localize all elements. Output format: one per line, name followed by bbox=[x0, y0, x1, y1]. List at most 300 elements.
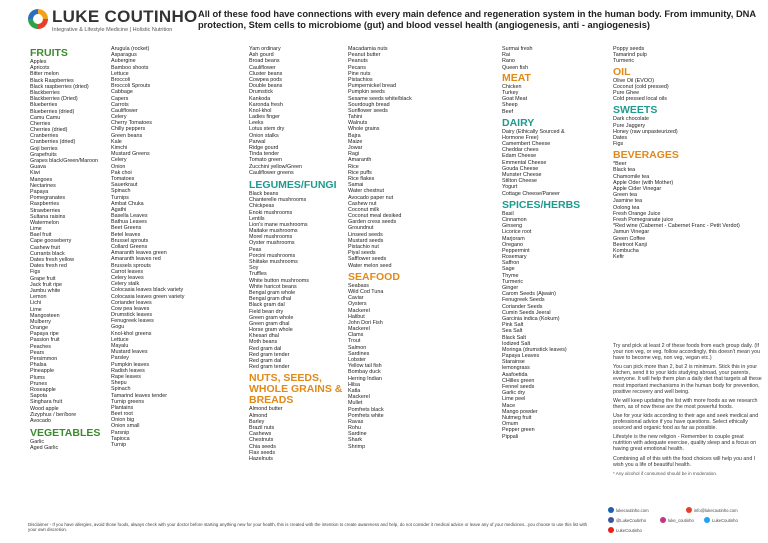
list-item: Cold pressed local oils bbox=[613, 96, 667, 103]
list-item: Horse gram whole bbox=[249, 327, 293, 334]
globe-icon bbox=[608, 507, 614, 513]
header bbox=[0, 0, 768, 44]
list-item: Flax seeds bbox=[249, 449, 276, 456]
list-item: Ladies finger bbox=[249, 114, 280, 121]
list-item: Ragi bbox=[348, 151, 360, 158]
list-item: Sea Salt bbox=[502, 328, 523, 335]
list-item: Katla bbox=[348, 387, 361, 394]
beverages-list bbox=[613, 161, 740, 260]
list-item: Pippali bbox=[502, 433, 519, 440]
list-item: Lion's mane mushrooms bbox=[249, 221, 308, 228]
list-item: Cabbage bbox=[111, 89, 133, 96]
column-2 bbox=[111, 46, 184, 448]
list-item: Bengal gram whole bbox=[249, 289, 296, 296]
list-item: Linseed seeds bbox=[348, 231, 383, 238]
list-item: Pure Jaggery bbox=[613, 122, 646, 129]
oil-list bbox=[613, 78, 740, 103]
list-item: Ravas bbox=[348, 418, 364, 425]
list-item: Whole grains bbox=[348, 126, 380, 133]
section-title-beverages: BEVERAGES bbox=[613, 149, 679, 162]
list-item: Cranberries bbox=[30, 133, 59, 140]
list-item: Phalsa bbox=[30, 362, 47, 369]
list-item: Peppermint bbox=[502, 247, 530, 254]
list-item: Yogurt bbox=[502, 184, 518, 191]
list-item: Bajra bbox=[348, 132, 361, 139]
list-item: Olive Oil (EVOO) bbox=[613, 77, 655, 84]
list-item: Pure Ghee bbox=[613, 89, 640, 96]
list-item: Carrot leaves bbox=[111, 268, 144, 275]
list-item: Dairy (Ethically Sourced & bbox=[502, 128, 565, 135]
list-item: Caviar bbox=[348, 295, 364, 302]
list-item: Hormone Free) bbox=[502, 134, 539, 141]
list-item: Raspberries bbox=[30, 201, 60, 208]
list-item: Tapioca bbox=[111, 435, 130, 442]
list-item: White haricot beans bbox=[249, 283, 297, 290]
spices-list bbox=[502, 211, 580, 440]
list-item: Black gram dal bbox=[249, 302, 285, 309]
list-item: Strawberries bbox=[30, 207, 61, 214]
list-item: Black raspberries (dried) bbox=[30, 83, 89, 90]
website-link[interactable]: lukecoutinho.com bbox=[608, 507, 649, 513]
list-item: Surmai fresh bbox=[502, 46, 533, 52]
list-item: Porcini mushrooms bbox=[249, 252, 296, 259]
list-item: Mustard seeds bbox=[348, 237, 384, 244]
seafood-list bbox=[348, 283, 412, 450]
list-item: Kiwi bbox=[30, 170, 40, 177]
list-item: Honey (raw unpasteurized) bbox=[613, 128, 678, 135]
nuts-list-continued bbox=[348, 46, 412, 269]
list-item: Sage bbox=[502, 266, 515, 273]
column-4 bbox=[348, 46, 412, 450]
list-item: Jamun Vinegar bbox=[613, 229, 650, 236]
list-item: Guava bbox=[30, 164, 46, 171]
list-item: Oysters bbox=[348, 301, 367, 308]
list-item: Amaranth leaves green bbox=[111, 250, 167, 257]
list-item: Chanterelle mushrooms bbox=[249, 197, 307, 204]
list-item: Dates fresh red bbox=[30, 263, 67, 270]
list-item: Blackberries (Dried) bbox=[30, 96, 78, 103]
list-item: Tamarind leaves tender bbox=[111, 392, 168, 399]
list-item: Mustard leaves bbox=[111, 349, 148, 356]
list-item: Omum bbox=[502, 421, 519, 428]
spices-list-continued bbox=[613, 46, 740, 65]
list-item: Macadamia nuts bbox=[348, 46, 388, 52]
list-item: Turmeric bbox=[502, 278, 524, 285]
fruits-list bbox=[30, 59, 100, 424]
section-title-oil: OIL bbox=[613, 65, 631, 78]
list-item: Sesame seeds white/black bbox=[348, 95, 412, 102]
list-item: Mullet bbox=[348, 400, 363, 407]
list-item: Lentils bbox=[249, 215, 265, 222]
list-item: Celery leaves bbox=[111, 274, 144, 281]
list-item: Rice bbox=[348, 163, 359, 170]
sweets-list bbox=[613, 116, 740, 147]
list-item: Seabass bbox=[348, 282, 369, 289]
list-item: Gogu bbox=[111, 324, 125, 331]
list-item: Stilton Cheese bbox=[502, 178, 538, 185]
list-item: Turnip bbox=[111, 442, 127, 448]
list-item: Parsnip bbox=[111, 429, 130, 436]
list-item: Red gram dal bbox=[249, 358, 282, 364]
list-item: Orange bbox=[30, 325, 48, 332]
list-item: Brussels sprouts bbox=[111, 262, 151, 269]
list-item: Cape gooseberry bbox=[30, 238, 72, 245]
list-item: Emmental Cheese bbox=[502, 159, 547, 166]
list-item: Cumin Seeds Jeeral bbox=[502, 309, 551, 316]
list-item: Green beans bbox=[111, 132, 143, 139]
list-item: Parwal bbox=[249, 138, 266, 145]
list-item: Prunes bbox=[30, 380, 48, 387]
list-item: Amaranth leaves red bbox=[111, 256, 161, 263]
list-item: Avocado bbox=[30, 417, 51, 424]
list-item: Zizyphus / ber/bore bbox=[30, 411, 77, 418]
list-item: Knol-khol bbox=[249, 107, 272, 114]
list-item: Spinach bbox=[111, 386, 131, 393]
section-title-seafood: SEAFOOD bbox=[348, 270, 400, 283]
list-item: Fresh Pomegranate juice bbox=[613, 216, 674, 223]
list-item: Peas bbox=[249, 246, 262, 253]
list-item: Mustard Greens bbox=[111, 151, 150, 158]
list-item: Pink Salt bbox=[502, 322, 524, 329]
list-item: Amaranth bbox=[348, 157, 372, 164]
list-item: Lotus stem dry bbox=[249, 126, 285, 133]
list-item: Mace bbox=[502, 402, 516, 409]
list-item: Roseapple bbox=[30, 386, 56, 393]
list-item: Gouda Cheese bbox=[502, 165, 539, 172]
list-item: Queen fish bbox=[502, 64, 529, 71]
list-item: Black Salt bbox=[502, 334, 526, 341]
list-item: Pine nuts bbox=[348, 70, 371, 77]
list-item: Mayalu bbox=[111, 343, 129, 349]
list-item: Carrots bbox=[111, 101, 129, 108]
list-item: Cranberries (dried) bbox=[30, 139, 76, 146]
list-item: CHilles green bbox=[502, 377, 535, 384]
list-item: Goat Meat bbox=[502, 96, 528, 103]
list-item: Fresh Orange Juice bbox=[613, 210, 661, 217]
list-item: Red gram tender bbox=[249, 364, 290, 371]
list-item: Jasmine tea bbox=[613, 198, 643, 205]
youtube-link[interactable]: LukeCoutinho bbox=[608, 527, 642, 533]
list-item: Mango powder bbox=[502, 408, 538, 415]
list-item: Pumpernickel bread bbox=[348, 83, 396, 90]
list-item: Garcinia indica (Kokum) bbox=[502, 315, 560, 322]
list-item: Poppy seeds bbox=[613, 46, 645, 52]
list-item: Dates bbox=[613, 134, 628, 141]
list-item: Water melon seed bbox=[348, 262, 392, 269]
list-item: Rape leaves bbox=[111, 373, 141, 380]
list-item: Grape fruit bbox=[30, 275, 56, 282]
list-item: Collard Greens bbox=[111, 244, 148, 250]
list-item: Colocasia leaves green variety bbox=[111, 293, 185, 300]
list-item: Brussel sprouts bbox=[111, 237, 149, 244]
list-item: Wood apple bbox=[30, 405, 59, 412]
list-item: Apple Cider Vinegar bbox=[613, 186, 662, 192]
brand-name: LUKE COUTINHO bbox=[52, 7, 198, 26]
list-item: Hazelnuts bbox=[249, 455, 273, 462]
list-item: Apples bbox=[30, 59, 47, 65]
list-item: Piyal seeds bbox=[348, 250, 376, 257]
list-item: Betel leaves bbox=[111, 231, 141, 238]
list-item: Radish leaves bbox=[111, 367, 145, 374]
section-title-nuts: NUTS, SEEDS, WHOLE GRAINS & BREADS bbox=[249, 372, 343, 407]
list-item: lemongrass bbox=[502, 365, 530, 372]
list-item: Camembert Cheese bbox=[502, 141, 551, 148]
list-item: Karonda fresh bbox=[249, 101, 283, 108]
list-item: Celery stalk bbox=[111, 281, 140, 288]
list-item: Kimchi bbox=[111, 145, 128, 151]
list-item: Black beans bbox=[249, 190, 279, 197]
list-item: Pumpkin seeds bbox=[348, 89, 385, 96]
advice-paragraph: Lifestyle is the new religion - Remember to couple great nutrition with adequate exercise, quality sleep and a focus on having great emotional health. bbox=[613, 434, 757, 453]
list-item: Camu Camu bbox=[30, 114, 61, 121]
list-item: Edam Cheese bbox=[502, 153, 537, 160]
facebook-link[interactable]: @LukeCoutinho bbox=[608, 517, 646, 523]
list-item: Wild Cod Tuna bbox=[348, 288, 384, 295]
section-title-spices: SPICES/HERBS bbox=[502, 198, 581, 211]
list-item: Green tea bbox=[613, 192, 637, 199]
list-item: Black Raspberries bbox=[30, 77, 74, 84]
vegetables-list-continued bbox=[111, 46, 184, 448]
list-item: Pak choi bbox=[111, 169, 132, 176]
list-item: Cashew fruit bbox=[30, 244, 60, 251]
list-item: Beet Greens bbox=[111, 225, 142, 232]
list-item: Mackerel bbox=[348, 326, 370, 333]
list-item: Shiitake mushrooms bbox=[249, 259, 298, 265]
section-title-dairy: DAIRY bbox=[502, 116, 535, 129]
nuts-list bbox=[249, 406, 361, 462]
list-item: Drumstick leaves bbox=[111, 312, 153, 319]
list-item: Sunflower seeds bbox=[348, 107, 388, 114]
list-item: Kale bbox=[111, 138, 122, 145]
list-item: Tomato green bbox=[249, 157, 282, 164]
list-item: Lettuce bbox=[111, 70, 129, 77]
page-headline: All of these food have connections with every main defence and regeneration system in the human body. From immunity, DNA protection, Stem cells to microbiome (gut) and blood vessel health (angiogenesis, anti - angiogenesis) bbox=[198, 9, 756, 30]
list-item: Maize bbox=[348, 138, 363, 145]
list-item: Beef bbox=[502, 108, 514, 115]
list-item: Grapes black/Green/Maroon bbox=[30, 158, 99, 164]
advice-block bbox=[613, 343, 763, 480]
list-item: Sourdough bread bbox=[348, 101, 390, 108]
list-item: Broccoli bbox=[111, 76, 131, 83]
list-item: Oyster mushrooms bbox=[249, 240, 295, 247]
list-item: Garlic bbox=[30, 439, 45, 446]
list-item: Aged Garlic bbox=[30, 445, 59, 452]
list-item: Cauliflower greens bbox=[249, 169, 294, 176]
list-item: Avocado paper nut bbox=[348, 194, 394, 201]
list-item: Agathi bbox=[111, 206, 127, 213]
brand-logo-icon bbox=[28, 9, 48, 29]
list-item: Fennel seeds bbox=[502, 384, 535, 390]
list-item: Persimmon bbox=[30, 356, 58, 362]
list-item: Celery bbox=[111, 114, 127, 121]
list-item: Sardine bbox=[348, 431, 367, 438]
list-item: Moringa (drumstick leaves) bbox=[502, 346, 567, 353]
list-item: Ginger bbox=[502, 285, 519, 291]
list-item: Oolong tea bbox=[613, 204, 640, 211]
list-item: Cowpea pods bbox=[249, 76, 282, 83]
list-item: Lime bbox=[30, 306, 42, 313]
list-item: *Beer bbox=[613, 161, 627, 168]
list-item: Soy bbox=[249, 265, 259, 272]
list-item: Bitter melon bbox=[30, 71, 59, 78]
social-links bbox=[604, 505, 764, 535]
facebook-icon bbox=[608, 517, 614, 523]
list-item: Coconut meal desiked bbox=[348, 213, 402, 220]
list-item: Cherry Tomatoes bbox=[111, 120, 152, 127]
list-item: Cinnamon bbox=[502, 216, 527, 223]
instagram-link[interactable]: luke_coutinho bbox=[660, 517, 694, 523]
list-item: Rosemary bbox=[502, 254, 527, 261]
list-item: Garden cress seeds bbox=[348, 219, 397, 226]
list-item: Hilsa bbox=[348, 381, 360, 388]
list-item: Arugula (rocket) bbox=[111, 46, 150, 52]
list-item: Lemon bbox=[30, 294, 47, 301]
list-item: Red gram dal bbox=[249, 345, 282, 352]
list-item: Blueberries (dried) bbox=[30, 108, 75, 115]
list-item: Mackerel bbox=[348, 307, 370, 314]
list-item: Turnip greens bbox=[111, 398, 145, 405]
list-item: Chamomile tea bbox=[613, 173, 650, 180]
list-item: Cashew nut bbox=[348, 200, 377, 207]
list-item: Salmon bbox=[348, 344, 367, 351]
list-item: Tinda tender bbox=[249, 151, 280, 158]
section-title-vegetables: VEGETABLES bbox=[30, 427, 101, 440]
list-item: Pecans bbox=[348, 64, 366, 71]
list-item: Apricots bbox=[30, 65, 50, 72]
list-item: Chicken bbox=[502, 83, 522, 90]
list-item: Spinach bbox=[111, 188, 131, 195]
list-item: Mulberry bbox=[30, 318, 51, 325]
list-item: Green gram dhal bbox=[249, 320, 290, 327]
list-item: Groundnut bbox=[348, 225, 374, 232]
list-item: Plantains bbox=[111, 404, 134, 411]
list-item: Rice flakes bbox=[348, 175, 375, 182]
list-item: Bathua Leaves bbox=[111, 219, 147, 226]
list-item: Fenugreek Seeds bbox=[502, 297, 545, 304]
list-item: Nectarines bbox=[30, 182, 56, 189]
list-item: Cauliflower bbox=[249, 64, 276, 71]
list-item: Mangosteen bbox=[30, 312, 60, 319]
list-item: Ash gourd bbox=[249, 52, 274, 59]
instagram-icon bbox=[660, 517, 666, 523]
list-item: Red gram tender bbox=[249, 351, 290, 358]
list-item: Pistachio nut bbox=[348, 244, 379, 250]
list-item: Broad beans bbox=[249, 58, 280, 65]
list-item: Blackberries bbox=[30, 89, 60, 96]
list-item: Lime peel bbox=[502, 396, 526, 403]
list-item: Trout bbox=[348, 338, 361, 345]
dairy-list bbox=[502, 129, 580, 197]
list-item: Tamarind pulp bbox=[613, 52, 647, 59]
list-item: Ambat Chuka bbox=[111, 200, 144, 207]
list-item: Colocasia leaves black variety bbox=[111, 287, 184, 294]
list-item: Rai bbox=[502, 52, 511, 59]
section-title-fruits: FRUITS bbox=[30, 47, 68, 59]
list-item: Dark chocolate bbox=[613, 116, 649, 123]
list-item: Halibut bbox=[348, 313, 365, 320]
list-item: Papaya Leaves bbox=[502, 353, 540, 360]
list-item: *Red wine (Cabernet - Cabernet Franc - Petit Verdot) bbox=[613, 223, 740, 230]
list-item: Watermelon bbox=[30, 219, 59, 226]
list-item: Asafoetida bbox=[502, 371, 528, 378]
email-link[interactable]: info@lukecoutinho.com bbox=[686, 507, 738, 513]
list-item: Almond bbox=[249, 412, 268, 419]
list-item: Cherries bbox=[30, 120, 51, 127]
list-item: Sheep bbox=[502, 102, 518, 109]
list-item: Nutmeg fruit bbox=[502, 414, 532, 421]
list-item: Yam ordinary bbox=[249, 46, 281, 52]
list-item: Parsley bbox=[111, 355, 129, 362]
list-item: Onion stalks bbox=[249, 132, 279, 139]
list-item: Broccoli Sprouts bbox=[111, 83, 151, 90]
list-item: Basella Leaves bbox=[111, 213, 148, 220]
list-item: Morel mushrooms bbox=[249, 234, 293, 241]
list-item: Coriander Seeds bbox=[502, 303, 543, 310]
list-item: Kefir bbox=[613, 254, 625, 261]
list-item: John Dori Fish bbox=[348, 319, 383, 326]
list-item: Figs bbox=[613, 141, 624, 148]
list-item: Oregano bbox=[502, 241, 523, 248]
list-item: Zucchini yellow/Green bbox=[249, 163, 303, 170]
list-item: Onion big bbox=[111, 417, 135, 424]
column-1 bbox=[30, 46, 100, 451]
list-item: Munster Cheese bbox=[502, 172, 542, 178]
list-item: Truffles bbox=[249, 271, 267, 278]
list-item: Saffron bbox=[502, 260, 520, 267]
list-item: Safflower seeds bbox=[348, 256, 387, 263]
twitter-link[interactable]: LukeCoutinho bbox=[704, 517, 738, 523]
advice-paragraph: You can pick more than 2, but 2 is minimum. Stick this in your kitchen, send it to your kids studying abroad, your parents, everyone. It will help them plan a daily diet that targets all these most important mechanisms in the human body for prevention, positive recovery and well being. bbox=[613, 364, 762, 395]
list-item: Papaya ripe bbox=[30, 331, 59, 338]
list-item: Chilly peppers bbox=[111, 126, 146, 133]
list-item: Onion bbox=[111, 163, 126, 170]
column-5 bbox=[502, 46, 580, 440]
list-item: Leeks bbox=[249, 120, 264, 127]
list-item: Pumpkin leaves bbox=[111, 361, 150, 368]
list-item: Cow pea leaves bbox=[111, 305, 150, 312]
list-item: Iodized Salt bbox=[502, 340, 531, 347]
list-item: Thyme bbox=[502, 272, 519, 279]
list-item: Almond butter bbox=[249, 406, 283, 413]
vegetables-list bbox=[30, 439, 100, 451]
list-item: Mangoes bbox=[30, 176, 53, 183]
list-item: Cherries (dried) bbox=[30, 127, 68, 134]
list-item: Basil bbox=[502, 210, 514, 217]
legumes-list bbox=[249, 191, 361, 370]
section-title-legumes: LEGUMES/FUNGI bbox=[249, 178, 337, 191]
meat-list bbox=[502, 84, 580, 115]
list-item: Coconut (cold pressed) bbox=[613, 83, 669, 90]
advice-paragraph: Use for your kids according to their age and seek medical and professional advice if you have questions. Select ethically sourced and organic food as far as possible. bbox=[613, 412, 759, 432]
list-item: Lime bbox=[30, 226, 42, 233]
advice-paragraph: Combining all of this with the food choices will help you and I wish you a life of beautiful health. bbox=[613, 455, 756, 468]
list-item: Pomegranates bbox=[30, 195, 66, 202]
list-item: Sultana raisins bbox=[30, 213, 66, 220]
list-item: Celery bbox=[111, 157, 127, 164]
list-item: Carom Seeds (Ajwain) bbox=[502, 291, 556, 298]
list-item: Marjoram bbox=[502, 235, 525, 242]
list-item: Samai bbox=[348, 182, 364, 189]
list-item: Jowar bbox=[348, 145, 363, 151]
list-item: Chia seeds bbox=[249, 443, 276, 450]
list-item: Capers bbox=[111, 95, 129, 102]
list-item: Peaches bbox=[30, 343, 51, 350]
list-item: Pistachios bbox=[348, 76, 373, 83]
twitter-icon bbox=[704, 517, 710, 523]
list-item: Apple Oder (with Mother) bbox=[613, 179, 674, 186]
list-item: Moth beans bbox=[249, 339, 278, 346]
list-item: Cluster beans bbox=[249, 70, 283, 77]
